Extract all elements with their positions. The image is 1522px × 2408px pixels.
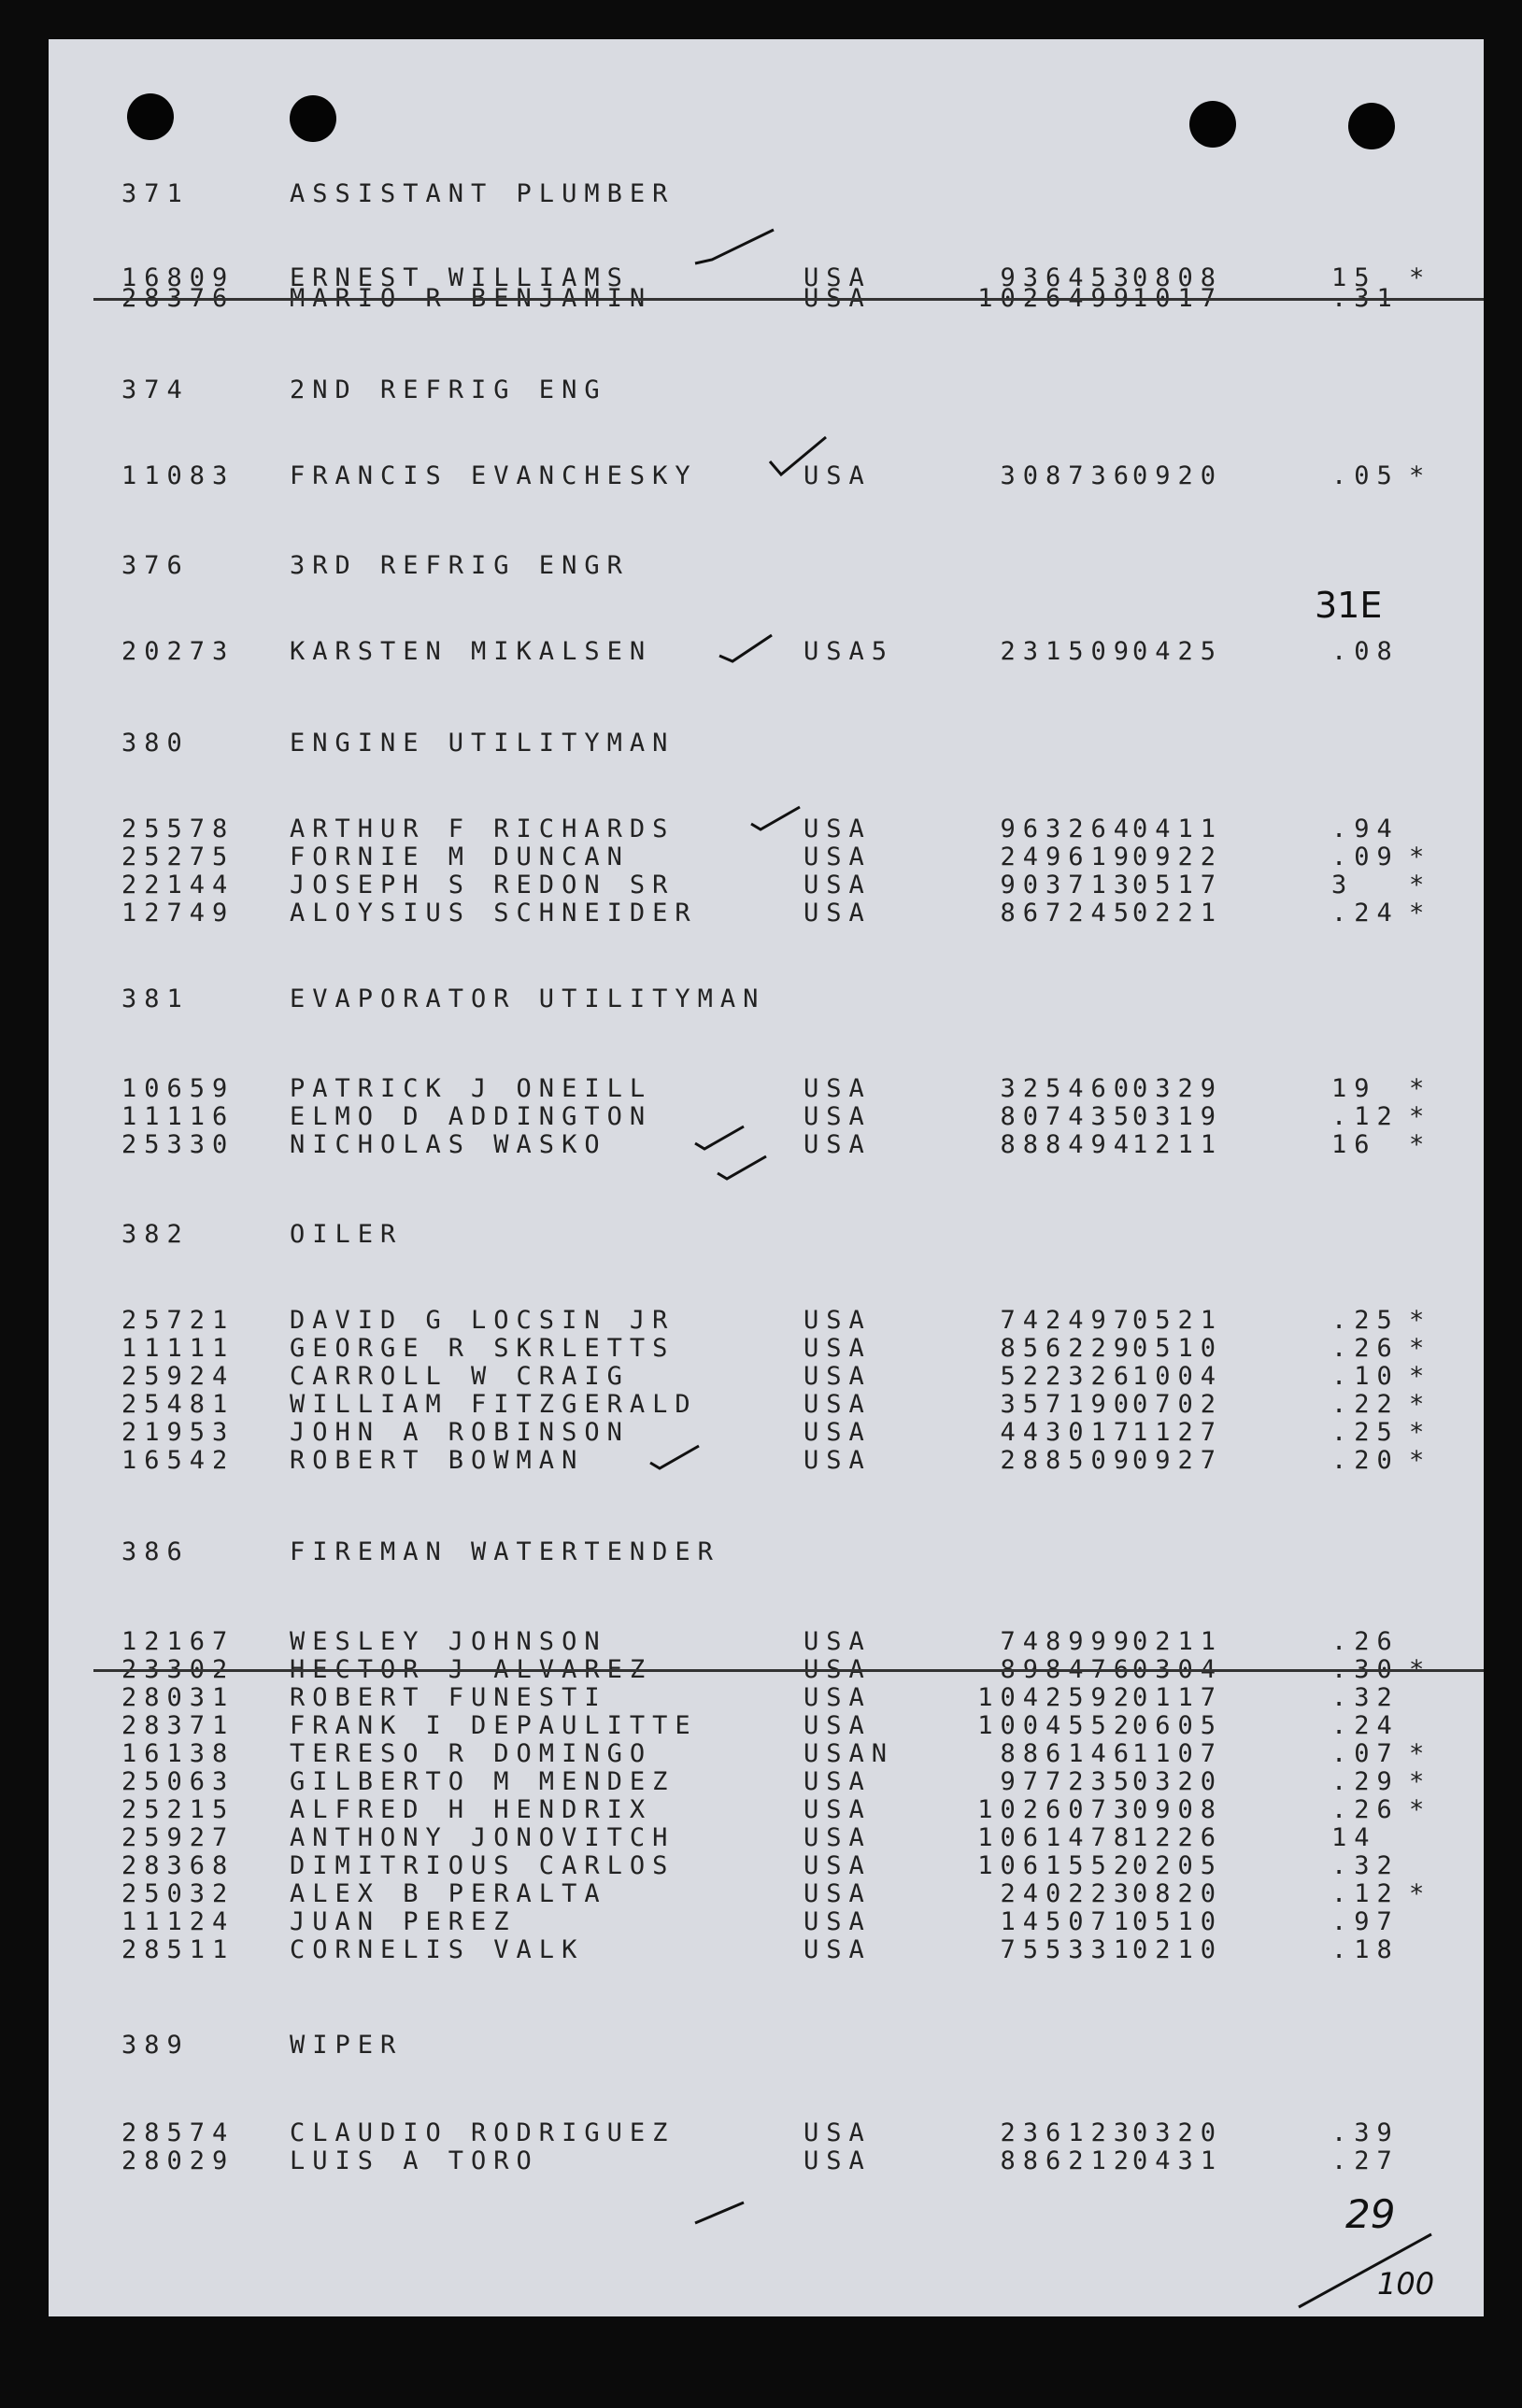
crew-code: 11083 xyxy=(121,461,235,490)
section-code: 381 xyxy=(121,984,190,1013)
crew-name: NICHOLAS WASKO xyxy=(290,1130,607,1159)
crew-row xyxy=(121,1823,1484,1851)
crew-code: 25927 xyxy=(121,1823,235,1852)
nationality: USA xyxy=(804,2118,872,2147)
document-number: 856229 xyxy=(1000,1334,1136,1363)
asterisk-mark: * xyxy=(1409,1102,1432,1131)
page-number xyxy=(1291,2188,1478,2316)
document-number: 807435 xyxy=(1000,1102,1136,1131)
rate-value: .12 xyxy=(1331,1879,1400,1908)
date-code: 0702 xyxy=(1132,1390,1224,1419)
crew-code: 11116 xyxy=(121,1102,235,1131)
document-number: 1026073 xyxy=(977,1795,1136,1824)
date-code: 0304 xyxy=(1132,1655,1224,1684)
rate-value: .25 xyxy=(1331,1418,1400,1447)
date-code: 0908 xyxy=(1132,1795,1224,1824)
document-number: 1042592 xyxy=(977,1683,1136,1712)
date-code: 0320 xyxy=(1132,1767,1224,1796)
rate-value: 16 xyxy=(1331,1130,1377,1159)
asterisk-mark: * xyxy=(1409,1074,1432,1103)
crew-name: CORNELIS VALK xyxy=(290,1935,585,1964)
date-code: 0922 xyxy=(1132,843,1224,871)
crew-code: 10659 xyxy=(121,1074,235,1103)
rate-value: 14 xyxy=(1331,1823,1377,1852)
crew-name: ROBERT BOWMAN xyxy=(290,1446,585,1475)
nationality: USA xyxy=(804,284,872,313)
nationality: USA xyxy=(804,871,872,899)
rate-value: .24 xyxy=(1331,1711,1400,1740)
asterisk-mark: * xyxy=(1409,843,1432,871)
date-code: 0211 xyxy=(1132,1627,1224,1656)
rate-value: .09 xyxy=(1331,843,1400,871)
date-code: 1004 xyxy=(1132,1362,1224,1391)
document-number: 240223 xyxy=(1000,1879,1136,1908)
crew-name: ALEX B PERALTA xyxy=(290,1879,607,1908)
crew-name: JUAN PEREZ xyxy=(290,1907,517,1936)
crew-row xyxy=(121,1767,1484,1795)
crew-row xyxy=(121,461,1484,489)
crew-row xyxy=(121,284,1484,312)
section-code: 380 xyxy=(121,729,190,758)
crew-row xyxy=(121,1334,1484,1362)
nationality: USA xyxy=(804,1767,872,1796)
date-code: 1107 xyxy=(1132,1739,1224,1768)
document-number: 748999 xyxy=(1000,1627,1136,1656)
asterisk-mark: * xyxy=(1409,1879,1432,1908)
crew-code: 25924 xyxy=(121,1362,235,1391)
crew-row xyxy=(121,1795,1484,1823)
section-title: OILER xyxy=(290,1220,404,1249)
nationality: USA xyxy=(804,1935,872,1964)
date-code: 0521 xyxy=(1132,1306,1224,1335)
date-code: 0927 xyxy=(1132,1446,1224,1475)
crew-row xyxy=(121,1935,1484,1963)
nationality: USA xyxy=(804,1418,872,1447)
asterisk-mark: * xyxy=(1409,1446,1432,1475)
rate-value: .97 xyxy=(1331,1907,1400,1936)
document-number: 443017 xyxy=(1000,1418,1136,1447)
asterisk-mark: * xyxy=(1409,461,1432,490)
crew-row xyxy=(121,1907,1484,1935)
asterisk-mark: * xyxy=(1409,1334,1432,1363)
crew-code: 28029 xyxy=(121,2146,235,2175)
punch-hole xyxy=(1348,103,1395,149)
crew-code: 28574 xyxy=(121,2118,235,2147)
section-heading xyxy=(121,984,1484,1013)
crew-name: LUIS A TORO xyxy=(290,2146,539,2175)
crew-code: 25215 xyxy=(121,1795,235,1824)
section-heading xyxy=(121,2031,1484,2059)
document-number: 145071 xyxy=(1000,1907,1136,1936)
document-number: 742497 xyxy=(1000,1306,1136,1335)
nationality: USA xyxy=(804,1851,872,1880)
section-title: 2ND REFRIG ENG xyxy=(290,375,607,404)
crew-name: FRANK I DEPAULITTE xyxy=(290,1711,698,1740)
nationality: USA xyxy=(804,899,872,928)
crew-row xyxy=(121,1879,1484,1907)
document-number: 249619 xyxy=(1000,843,1136,871)
section-title: EVAPORATOR UTILITYMAN xyxy=(290,984,766,1013)
crew-name: MARIO R BENJAMIN xyxy=(290,284,653,313)
crew-row xyxy=(121,1711,1484,1739)
document-number: 898476 xyxy=(1000,1655,1136,1684)
crew-code: 23302 xyxy=(121,1655,235,1684)
crew-name: DIMITRIOUS CARLOS xyxy=(290,1851,676,1880)
crew-row xyxy=(121,1390,1484,1418)
rate-value: .31 xyxy=(1331,284,1400,313)
crew-code: 25721 xyxy=(121,1306,235,1335)
rate-value: 15 xyxy=(1331,263,1377,292)
asterisk-mark: * xyxy=(1409,1739,1432,1768)
crew-code: 25063 xyxy=(121,1767,235,1796)
crew-name: ELMO D ADDINGTON xyxy=(290,1102,653,1131)
crew-code: 28511 xyxy=(121,1935,235,1964)
rate-value: .10 xyxy=(1331,1362,1400,1391)
asterisk-mark: * xyxy=(1409,1390,1432,1419)
rate-value: .32 xyxy=(1331,1851,1400,1880)
crew-row xyxy=(121,637,1484,665)
asterisk-mark: * xyxy=(1409,1306,1432,1335)
rate-value: .94 xyxy=(1331,814,1400,843)
crew-row xyxy=(121,1683,1484,1711)
asterisk-mark: * xyxy=(1409,1795,1432,1824)
nationality: USA xyxy=(804,1306,872,1335)
nationality: USA xyxy=(804,1130,872,1159)
check-mark-icon xyxy=(691,2195,747,2232)
document-number: 1026499 xyxy=(977,284,1136,313)
document-number: 977235 xyxy=(1000,1767,1136,1796)
crew-code: 28031 xyxy=(121,1683,235,1712)
rate-value: .08 xyxy=(1331,637,1400,666)
document-number: 231509 xyxy=(1000,637,1136,666)
rate-value: 3 xyxy=(1331,871,1355,899)
rate-value: .27 xyxy=(1331,2146,1400,2175)
date-code: 0411 xyxy=(1132,814,1224,843)
crew-code: 22144 xyxy=(121,871,235,899)
crew-row xyxy=(121,871,1484,899)
section-code: 371 xyxy=(121,179,190,208)
date-code: 0808 xyxy=(1132,263,1224,292)
crew-code: 11124 xyxy=(121,1907,235,1936)
section-heading xyxy=(121,729,1484,757)
nationality: USA xyxy=(804,1823,872,1852)
crew-row xyxy=(121,1655,1484,1683)
section-heading xyxy=(121,551,1484,579)
crew-name: TERESO R DOMINGO xyxy=(290,1739,653,1768)
nationality: USA xyxy=(804,1390,872,1419)
document-number: 1004552 xyxy=(977,1711,1136,1740)
crew-code: 25032 xyxy=(121,1879,235,1908)
date-code: 0319 xyxy=(1132,1102,1224,1131)
rate-value: .22 xyxy=(1331,1390,1400,1419)
crew-name: ARTHUR F RICHARDS xyxy=(290,814,676,843)
section-heading xyxy=(121,1537,1484,1565)
crew-name: WILLIAM FITZGERALD xyxy=(290,1390,698,1419)
crew-name: ANTHONY JONOVITCH xyxy=(290,1823,676,1852)
date-code: 0510 xyxy=(1132,1907,1224,1936)
crew-name: KARSTEN MIKALSEN xyxy=(290,637,653,666)
crew-name: FORNIE M DUNCAN xyxy=(290,843,630,871)
document-number: 936453 xyxy=(1000,263,1136,292)
crew-name: DAVID G LOCSIN JR xyxy=(290,1306,676,1335)
crew-row xyxy=(121,1306,1484,1334)
asterisk-mark: * xyxy=(1409,871,1432,899)
rate-value: .26 xyxy=(1331,1334,1400,1363)
asterisk-mark: * xyxy=(1409,1767,1432,1796)
crew-name: FRANCIS EVANCHESKY xyxy=(290,461,698,490)
date-code: 0510 xyxy=(1132,1334,1224,1363)
date-code: 0329 xyxy=(1132,1074,1224,1103)
asterisk-mark: * xyxy=(1409,1418,1432,1447)
document-number: 886146 xyxy=(1000,1739,1136,1768)
rate-value: .07 xyxy=(1331,1739,1400,1768)
crew-name: JOSEPH S REDON SR xyxy=(290,871,676,899)
date-code: 0210 xyxy=(1132,1935,1224,1964)
asterisk-mark: * xyxy=(1409,899,1432,928)
page-number-total: 100 xyxy=(1377,2266,1435,2302)
rate-value: .30 xyxy=(1331,1655,1400,1684)
section-title: ENGINE UTILITYMAN xyxy=(290,729,676,758)
nationality: USA xyxy=(804,1683,872,1712)
date-code: 0920 xyxy=(1132,461,1224,490)
date-code: 0425 xyxy=(1132,637,1224,666)
crew-row xyxy=(121,1130,1484,1158)
section-code: 374 xyxy=(121,375,190,404)
crew-row xyxy=(121,1362,1484,1390)
crew-row xyxy=(121,1851,1484,1879)
date-code: 0205 xyxy=(1132,1851,1224,1880)
page-number-current: 29 xyxy=(1345,2191,1396,2237)
date-code: 0320 xyxy=(1132,2118,1224,2147)
punch-hole xyxy=(1189,101,1236,148)
document-number: 903713 xyxy=(1000,871,1136,899)
nationality: USA xyxy=(804,2146,872,2175)
date-code: 0517 xyxy=(1132,871,1224,899)
section-heading xyxy=(121,375,1484,404)
crew-code: 12167 xyxy=(121,1627,235,1656)
crew-name: GEORGE R SKRLETTS xyxy=(290,1334,676,1363)
section-code: 376 xyxy=(121,551,190,580)
nationality: USA xyxy=(804,1102,872,1131)
document-number: 288509 xyxy=(1000,1446,1136,1475)
section-title: WIPER xyxy=(290,2031,404,2060)
section-title: 3RD REFRIG ENGR xyxy=(290,551,630,580)
document-number: 867245 xyxy=(1000,899,1136,928)
crew-code: 16542 xyxy=(121,1446,235,1475)
crew-name: JOHN A ROBINSON xyxy=(290,1418,630,1447)
crew-code: 21953 xyxy=(121,1418,235,1447)
crew-code: 25481 xyxy=(121,1390,235,1419)
rate-value: .20 xyxy=(1331,1446,1400,1475)
date-code: 1211 xyxy=(1132,1130,1224,1159)
crew-row xyxy=(121,1074,1484,1102)
asterisk-mark: * xyxy=(1409,1130,1432,1159)
section-code: 389 xyxy=(121,2031,190,2060)
nationality: USA xyxy=(804,1362,872,1391)
date-code: 0117 xyxy=(1132,1683,1224,1712)
date-code: 1017 xyxy=(1132,284,1224,313)
date-code: 0431 xyxy=(1132,2146,1224,2175)
asterisk-mark: * xyxy=(1409,1655,1432,1684)
document-number: 357190 xyxy=(1000,1390,1136,1419)
crew-name: ALFRED H HENDRIX xyxy=(290,1795,653,1824)
nationality: USA xyxy=(804,1907,872,1936)
margin-note: 31E xyxy=(1315,585,1383,626)
crew-row xyxy=(121,1627,1484,1655)
section-code: 382 xyxy=(121,1220,190,1249)
date-code: 0221 xyxy=(1132,899,1224,928)
crew-row xyxy=(121,1446,1484,1474)
punch-hole xyxy=(127,93,174,140)
crew-code: 16809 xyxy=(121,263,235,292)
crew-name: ROBERT FUNESTI xyxy=(290,1683,607,1712)
crew-row xyxy=(121,2118,1484,2146)
punch-hole xyxy=(290,95,336,142)
rate-value: .18 xyxy=(1331,1935,1400,1964)
nationality: USA xyxy=(804,814,872,843)
crew-row xyxy=(121,2146,1484,2174)
crew-code: 28371 xyxy=(121,1711,235,1740)
crew-name: WESLEY JOHNSON xyxy=(290,1627,607,1656)
crew-name: GILBERTO M MENDEZ xyxy=(290,1767,676,1796)
document-number: 888494 xyxy=(1000,1130,1136,1159)
nationality: USA xyxy=(804,1795,872,1824)
document-number: 308736 xyxy=(1000,461,1136,490)
rate-value: .12 xyxy=(1331,1102,1400,1131)
crew-name: PATRICK J ONEILL xyxy=(290,1074,653,1103)
crew-row xyxy=(121,843,1484,871)
nationality: USAN xyxy=(804,1739,895,1768)
document-number: 325460 xyxy=(1000,1074,1136,1103)
rate-value: 19 xyxy=(1331,1074,1377,1103)
crew-name: HECTOR J ALVAREZ xyxy=(290,1655,653,1684)
nationality: USA xyxy=(804,1655,872,1684)
rate-value: .32 xyxy=(1331,1683,1400,1712)
crew-row xyxy=(121,899,1484,927)
document-number: 236123 xyxy=(1000,2118,1136,2147)
date-code: 0820 xyxy=(1132,1879,1224,1908)
crew-row xyxy=(121,1418,1484,1446)
rate-value: .24 xyxy=(1331,899,1400,928)
document-number: 886212 xyxy=(1000,2146,1136,2175)
nationality: USA xyxy=(804,1879,872,1908)
document-page xyxy=(49,39,1484,2316)
nationality: USA xyxy=(804,1446,872,1475)
nationality: USA5 xyxy=(804,637,895,666)
nationality: USA xyxy=(804,1074,872,1103)
document-number: 1061552 xyxy=(977,1851,1136,1880)
crew-name: ERNEST WILLIAMS xyxy=(290,263,630,292)
date-code: 1226 xyxy=(1132,1823,1224,1852)
asterisk-mark: * xyxy=(1409,263,1432,292)
date-code: 1127 xyxy=(1132,1418,1224,1447)
nationality: USA xyxy=(804,1711,872,1740)
crew-code: 25578 xyxy=(121,814,235,843)
section-heading xyxy=(121,1220,1484,1248)
document-number: 963264 xyxy=(1000,814,1136,843)
crew-name: CLAUDIO RODRIGUEZ xyxy=(290,2118,676,2147)
crew-code: 12749 xyxy=(121,899,235,928)
rate-value: .26 xyxy=(1331,1627,1400,1656)
crew-row xyxy=(121,814,1484,843)
document-number: 755331 xyxy=(1000,1935,1136,1964)
crew-row xyxy=(121,1102,1484,1130)
section-code: 386 xyxy=(121,1537,190,1566)
rate-value: .39 xyxy=(1331,2118,1400,2147)
rate-value: .29 xyxy=(1331,1767,1400,1796)
document-number: 1061478 xyxy=(977,1823,1136,1852)
crew-code: 16138 xyxy=(121,1739,235,1768)
rate-value: .26 xyxy=(1331,1795,1400,1824)
nationality: USA xyxy=(804,1334,872,1363)
date-code: 0605 xyxy=(1132,1711,1224,1740)
crew-name: CARROLL W CRAIG xyxy=(290,1362,630,1391)
crew-code: 20273 xyxy=(121,637,235,666)
crew-row xyxy=(121,1739,1484,1767)
crew-code: 25275 xyxy=(121,843,235,871)
nationality: USA xyxy=(804,461,872,490)
section-title: ASSISTANT PLUMBER xyxy=(290,179,676,208)
crew-name: ALOYSIUS SCHNEIDER xyxy=(290,899,698,928)
section-heading xyxy=(121,179,1484,207)
document-number: 522326 xyxy=(1000,1362,1136,1391)
nationality: USA xyxy=(804,263,872,292)
nationality: USA xyxy=(804,1627,872,1656)
section-title: FIREMAN WATERTENDER xyxy=(290,1537,720,1566)
nationality: USA xyxy=(804,843,872,871)
crew-code: 28368 xyxy=(121,1851,235,1880)
rate-value: .05 xyxy=(1331,461,1400,490)
crew-code: 28376 xyxy=(121,284,235,313)
crew-code: 25330 xyxy=(121,1130,235,1159)
asterisk-mark: * xyxy=(1409,1362,1432,1391)
crew-code: 11111 xyxy=(121,1334,235,1363)
rate-value: .25 xyxy=(1331,1306,1400,1335)
